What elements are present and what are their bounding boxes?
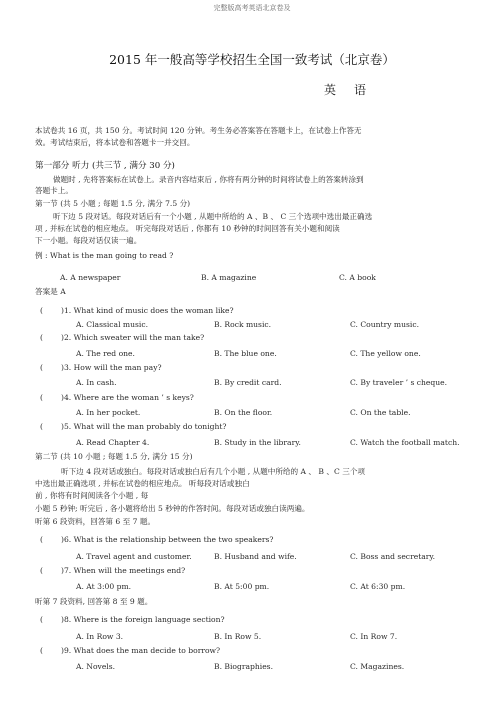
question-8: )8. Where is the foreign language section? [61, 615, 225, 624]
subject-label: 英语 [324, 83, 385, 97]
question-6-option-c: C. Boss and secretary. [350, 552, 436, 561]
answer-blank: ( [40, 306, 43, 315]
question-5-option-c: C. Watch the football match. [350, 438, 460, 447]
question-2-option-b: B. The blue one. [214, 349, 277, 358]
section2-directions-1: 听下边 4 段对话或独白。每段对话或独白后有几个小题 , 从题中所给的 A 、 B 、C 三个项 [61, 467, 366, 476]
material-6-instruction: 听第 6 段资料，回答第 6 至 7 题。 [35, 517, 156, 526]
question-8-option-a: A. In Row 3. [76, 632, 124, 641]
answer-blank: ( [40, 566, 43, 575]
question-7-option-c: C. At 6:30 pm. [350, 582, 406, 591]
question-1: )1. What kind of music does the woman like? [61, 306, 234, 315]
answer-blank: ( [40, 363, 43, 372]
question-7: )7. When will the meetings end? [61, 566, 186, 575]
answer-blank: ( [40, 333, 43, 342]
section1-heading: 第一节 (共 5 小题 ; 每题 1.5 分, 满分 7.5 分) [35, 199, 191, 208]
question-6-option-b: B. Husband and wife. [214, 552, 297, 561]
question-9-option-c: C. Magazines. [350, 662, 405, 671]
question-4-option-c: C. On the table. [350, 408, 411, 417]
question-3-option-c: C. By traveler ’ s cheque. [350, 378, 448, 387]
answer-blank: ( [40, 535, 43, 544]
section2-heading: 第二节 (共 10 小题 ; 每题 1.5 分, 满分 15 分) [35, 452, 193, 461]
question-6: )6. What is the relationship between the two speakers? [61, 535, 274, 544]
exam-title: 2015 年一般高等学校招生全国一致考试（北京卷） [109, 52, 395, 67]
section2-directions-2: 中选出最正确选项 , 并标在试卷的相应地点。 听每段对话或独白 [35, 479, 250, 488]
question-7-option-b: B. At 5:00 pm. [214, 582, 270, 591]
part1-heading: 第一部分 听力 (共三节 , 满分 30 分) [35, 161, 175, 171]
question-8-option-c: C. In Row 7. [350, 632, 398, 641]
example-option-c: C. A book [339, 273, 376, 282]
section1-directions-2: 项 , 并标在试卷的相应地点。 听完每段对话后 , 你都有 10 秒钟的时间回答有关小题和阅读 [35, 224, 340, 233]
question-2-option-c: C. The yellow one. [350, 349, 421, 358]
part1-directions-1: 做题时 , 先将答案标在试卷上。录音内容结束后 , 你将有两分钟的时间将试卷上的答案转涂到 [53, 175, 364, 184]
intro-line-1: 本试卷共 16 页，共 150 分。考试时间 120 分钟。考生务必答案答在答题卡上，在试卷上作答无 [35, 126, 362, 135]
question-3-option-a: A. In cash. [76, 378, 117, 387]
section1-directions-1: 听下边 5 段对话。每段对话后有一个小题 , 从题中所给的 A 、B 、 C 三个选项中选出最正确选 [53, 212, 373, 221]
answer-blank: ( [40, 646, 43, 655]
question-9: )9. What does the man decide to borrow? [61, 646, 221, 655]
question-1-option-a: A. Classical music. [76, 320, 149, 329]
question-1-option-c: C. Country music. [350, 320, 419, 329]
question-6-option-a: A. Travel agent and customer. [76, 552, 192, 561]
question-9-option-a: A. Novels. [76, 662, 116, 671]
question-5-option-a: A. Read Chapter 4. [76, 438, 150, 447]
question-9-option-b: B. Biographies. [214, 662, 273, 671]
example-option-b: B. A magazine [201, 273, 257, 282]
question-3-option-b: B. By credit card. [214, 378, 282, 387]
part1-directions-2: 答题卡上。 [35, 186, 73, 195]
question-1-option-b: B. Rock music. [214, 320, 272, 329]
example-option-a: A. A newspaper [60, 273, 121, 282]
question-4-option-a: A. In her pocket. [76, 408, 141, 417]
question-8-option-b: B. In Row 5. [214, 632, 262, 641]
question-5-option-b: B. Study in the library. [214, 438, 301, 447]
answer-blank: ( [40, 422, 43, 431]
question-5: )5. What will the man probably do tonight? [61, 422, 227, 431]
example-answer: 答案是 A [35, 287, 66, 296]
question-4-option-b: B. On the floor. [214, 408, 273, 417]
section2-directions-3: 前 , 你将有时间阅读各个小题 , 每 [35, 491, 149, 500]
answer-blank: ( [40, 393, 43, 402]
question-4: )4. Where are the woman ’ s keys? [61, 393, 194, 402]
material-7-instruction: 听第 7 段资料, 回答第 8 至 9 题。 [35, 597, 153, 606]
question-2: )2. Which sweater will the man take? [61, 333, 205, 342]
question-3: )3. How will the man pay? [61, 363, 162, 372]
answer-blank: ( [40, 615, 43, 624]
question-7-option-a: A. At 3:00 pm. [76, 582, 132, 591]
intro-line-2: 效。考试结束后，将本试卷和答题卡一并交回。 [35, 138, 195, 147]
section1-directions-3: 下一小题。每段对话仅读一遍。 [35, 236, 142, 245]
running-head: 完整版高考英语北京卷及 [213, 4, 291, 12]
question-2-option-a: A. The red one. [76, 349, 135, 358]
section2-directions-4: 小题 5 秒钟; 听完后 , 各小题将给出 5 秒钟的作答时间。每段对话或独白读两遍。 [35, 504, 310, 513]
example-question: 例 : What is the man going to read ? [35, 251, 174, 260]
